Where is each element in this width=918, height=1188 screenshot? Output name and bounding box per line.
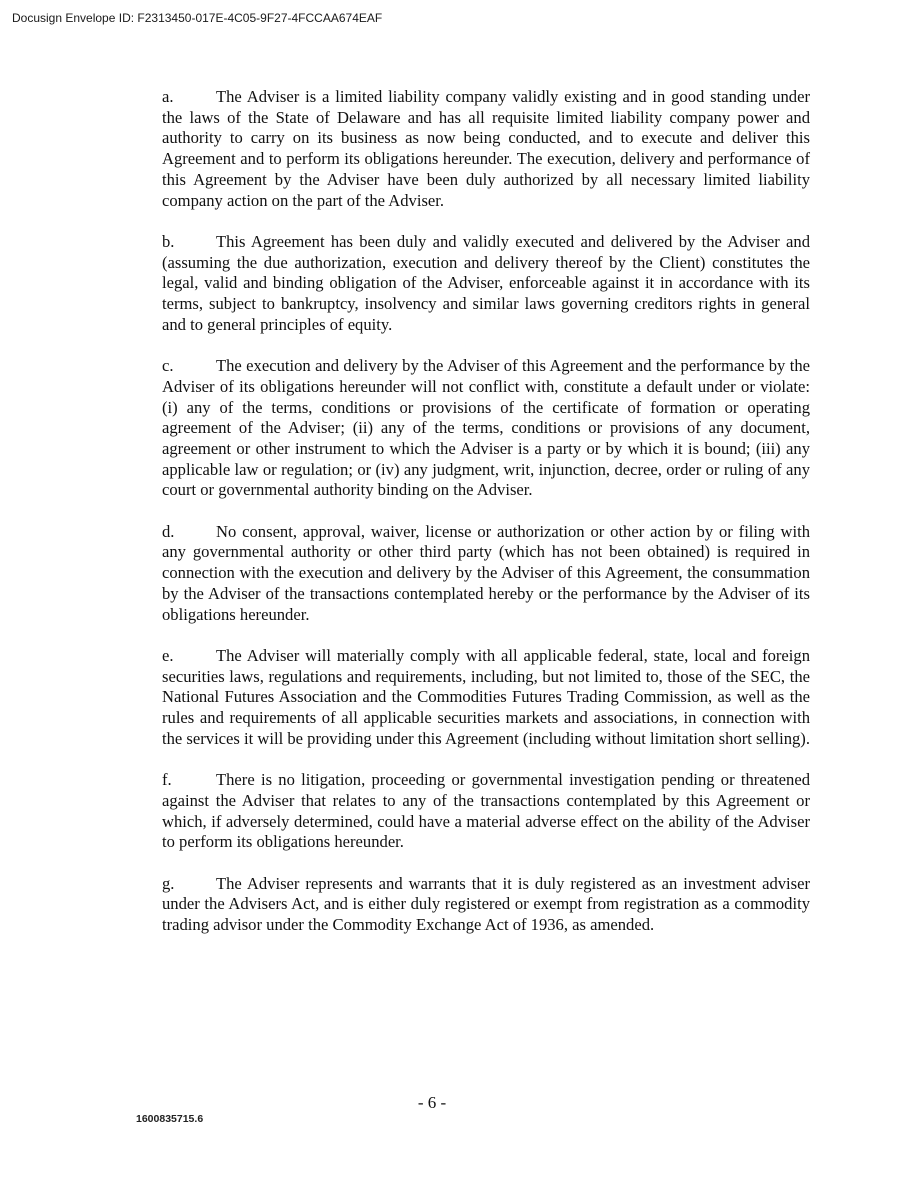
paragraph-text: The execution and delivery by the Adviser of this Agreement and the performance by the Adviser of its obligations hereunder will not conflict with, constitute a default under or violate: (i) any of the terms, conditions or provisions of the certificate of formation or operating agreement of the Adviser; (ii) any of the terms, conditions or provisions of any document, agreement or other instrument to which the Adviser is a party or by which it is bound; (iii) any applicable law or regulation; or (iv) any judgment, writ, injunction, decree, order or ruling of any court or governmental authority binding on the Adviser. (162, 356, 810, 500)
paragraph-text: No consent, approval, waiver, license or authorization or other action by or filing with any governmental authority or other third party (which has not been obtained) is required in connection with the execution and delivery by the Adviser of this Agreement, the consummation by the Adviser of the transactions contemplated hereby or the performance by the Adviser of its obligations hereunder. (162, 521, 810, 624)
docusign-envelope-id: Docusign Envelope ID: F2313450-017E-4C05-9F27-4FCCAA674EAF (12, 11, 383, 25)
paragraph-marker: c. (162, 356, 174, 376)
paragraph-text: The Adviser is a limited liability company validly existing and in good standing under the laws of the State of Delaware and has all requisite limited liability company power and authority to carry on its business as now being conducted, and to execute and deliver this Agreement and to perform its obligations hereunder. The execution, delivery and performance of this Agreement by the Adviser have been duly authorized by all necessary limited liability company action on the part of the Adviser. (162, 87, 810, 210)
paragraph-marker: d. (162, 521, 175, 541)
paragraph-e (162, 646, 810, 750)
paragraph-marker: f. (162, 770, 172, 790)
paragraph-d (162, 522, 810, 626)
paragraph-marker: e. (162, 645, 174, 665)
paragraph-text: There is no litigation, proceeding or governmental investigation pending or threatened against the Adviser that relates to any of the transactions contemplated by this Agreement or which, if adversely determined, could have a material adverse effect on the ability of the Adviser to perform its obligations hereunder. (162, 770, 810, 852)
paragraph-c (162, 356, 810, 501)
document-body (162, 87, 810, 956)
paragraph-text: The Adviser represents and warrants that it is duly registered as an investment adviser under the Advisers Act, and is either duly registered or exempt from registration as a commodity trading advisor under the Commodity Exchange Act of 1936, as amended. (162, 873, 810, 935)
paragraph-marker: g. (162, 873, 175, 893)
document-code: 1600835715.6 (136, 1113, 204, 1125)
paragraph-b (162, 232, 810, 336)
page-number: - 6 - (417, 1093, 447, 1112)
paragraph-g (162, 874, 810, 936)
paragraph-marker: a. (162, 87, 174, 106)
paragraph-a (162, 87, 810, 211)
paragraph-text: This Agreement has been duly and validly executed and delivered by the Adviser and (assuming the due authorization, execution and delivery thereof by the Client) constitutes the legal, valid and binding obligation of the Adviser, enforceable against it in accordance with its terms, subject to bankruptcy, insolvency and similar laws governing creditors rights in general and to general principles of equity. (162, 231, 810, 334)
paragraph-f (162, 770, 810, 853)
paragraph-marker: b. (162, 231, 175, 251)
paragraph-text: The Adviser will materially comply with all applicable federal, state, local and foreign securities laws, regulations and requirements, including, but not limited to, those of the SEC, the National Futures Association and the Commodities Futures Trading Commission, as well as the rules and requirements of all applicable securities markets and associations, in connection with the services it will be providing under this Agreement (including without limitation short selling). (162, 645, 810, 748)
